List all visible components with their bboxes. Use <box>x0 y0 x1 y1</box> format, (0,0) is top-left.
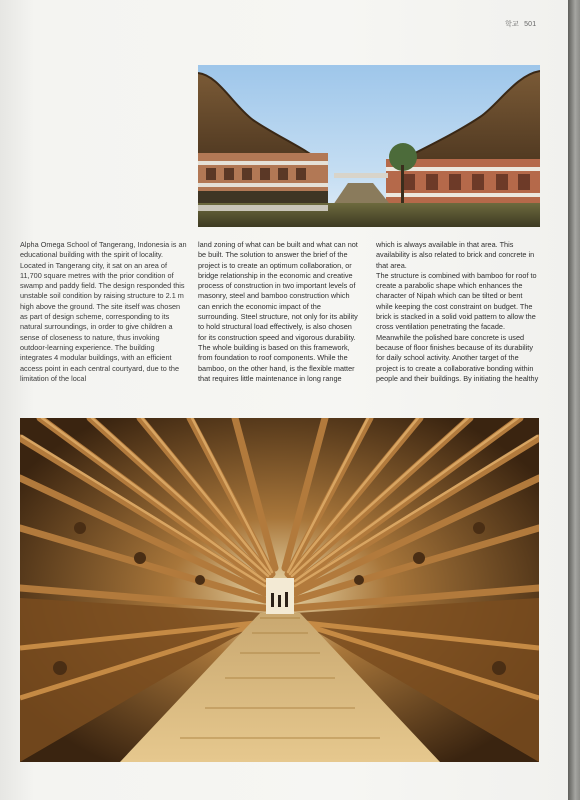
school-buildings-photo-svg <box>198 65 540 227</box>
page-edge <box>568 0 580 800</box>
section-label: 학교 <box>505 21 519 28</box>
school-buildings-photo <box>198 65 540 227</box>
bamboo-tunnel-photo-svg <box>20 418 539 762</box>
text-column-1 <box>20 240 188 384</box>
text-column-2 <box>198 240 358 384</box>
bamboo-tunnel-photo <box>20 418 539 762</box>
text-column-3 <box>376 240 540 384</box>
paragraph: which is always available in that area. This availability is also related to brick and concrete in that area. <box>376 240 535 270</box>
page-number: 501 <box>524 21 537 28</box>
running-head <box>505 19 536 29</box>
paragraph: The structure is combined with bamboo for roof to create a parabolic shape which enhances the character of Nipah which can be tilted or bent while keeping the cost constraint on budget. The brick is stacked in a solid void pattern to allow the cross ventilation penetrating the facade. Meanwhile the polished bare concrete is used because of floor finishes because of its durability for daily school activity. Another target of the project is to create a collaborative bonding within people and their buildings. By initiating the healthy <box>376 270 539 383</box>
paragraph: Alpha Omega School of Tangerang, Indonesia is an educational building with the spirit of locality. Located in Tangerang city, it sat on an area of 11,700 square metres with the prior condition of swamp and paddy field. The design responded this unstable soil condition by raising structure to 2.1 m high above the ground. The site itself was chosen as part of design scheme, corresponding to its natural surroundings, in order to give children a sense of closeness to nature, thus invoking outdoor-learning experience. The building integrates 4 modular buildings, with an efficient access point in each central courtyard, due to the limitation of the local <box>20 240 187 383</box>
paragraph: land zoning of what can be built and what can not be built. The solution to answer the brief of the project is to create an optimum collaboration, or bridge relationship in the economic and creative process of construction in two important levels of masonry, steel and bamboo construction which can enrich the economic impact of the surrounding. Steel structure, not only for its ability to hold structural load effectively, is also chosen for its construction speed and vigorous durability. The whole building is based on this framework, from foundation to roof components. While the bamboo, on the other hand, is the flexible matter that requires little maintenance in long range <box>198 240 358 383</box>
